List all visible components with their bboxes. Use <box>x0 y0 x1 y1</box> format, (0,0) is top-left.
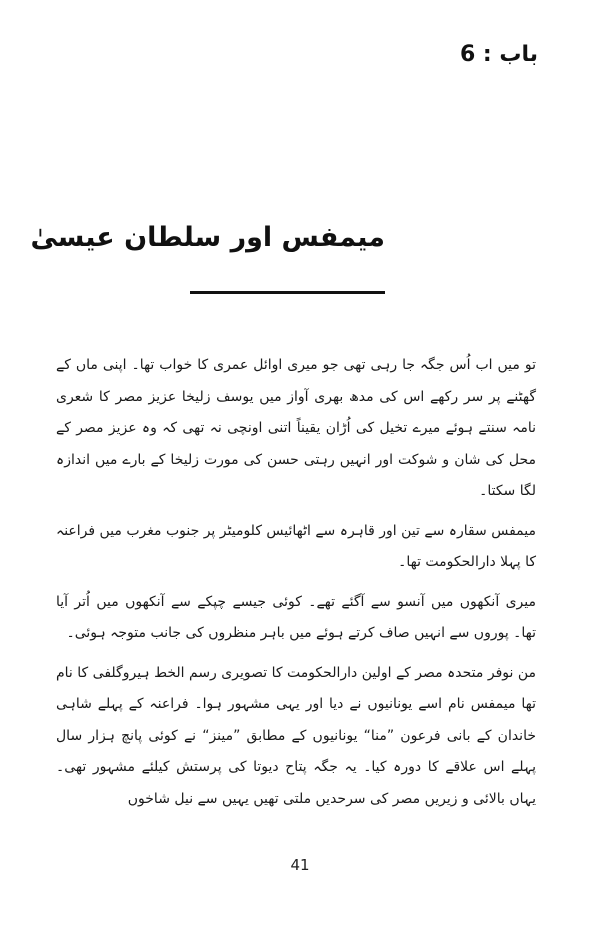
paragraph: من نوفر متحدہ مصر کے اولین دارالحکومت کا تصویری رسم الخط ہیروگلفی کا نام تھا میمفس نام اسے یونانیوں نے دیا اور یہی مشہور ہوا۔ فراعنہ کے پہلے شاہی خاندان کے بانی فرعون ”منا“ یونانیوں کے مطابق ”مینز“ نے کوئی پانچ ہزار سال پہلے اس علاقے کا دورہ کیا۔ یہ جگہ پتاح دیوتا کی پرستش کیلئے مشہور تھی۔ یہاں بالائی و زیریں مصر کی سرحدیں ملتی تھیں یہیں سے نیل شاخوں <box>56 664 536 807</box>
chapter-title: میمفس اور سلطان عیسیٰ <box>30 222 385 253</box>
chapter-label: باب : 6 <box>459 42 538 67</box>
title-underline <box>190 291 385 294</box>
body-text <box>56 350 536 823</box>
page-number: 41 <box>290 856 310 874</box>
paragraph: میمفس سقارہ سے تین اور قاہرہ سے اٹھائیس کلومیٹر پر جنوب مغرب میں فراعنہ کا پہلا دارالحکومت تھا۔ <box>55 522 536 570</box>
paragraph: میری آنکھوں میں آنسو سے آگئے تھے۔ کوئی جیسے چپکے سے آنکھوں میں اُتر آیا تھا۔ پوروں سے انہیں صاف کرتے ہوئے میں باہر منظروں کی جانب متوجہ ہوئی۔ <box>56 593 536 641</box>
paragraph: تو میں اب اُس جگہ جا رہی تھی جو میری اوائل عمری کا خواب تھا۔ اپنی ماں کے گھٹنے پر سر رکھے اس کی مدھ بھری آواز میں یوسف زلیخا عزیز مصر کا شعری نامہ سنتے ہوئے میرے تخیل کی اُڑان یقیناً اتنی اونچی نہ تھی کہ وہ عزیز مصر کے محل کی شان و شوکت اور انہیں رہتی حسن کی مورت زلیخا کے بارے میں اندازہ لگا سکتا۔ <box>56 357 536 499</box>
